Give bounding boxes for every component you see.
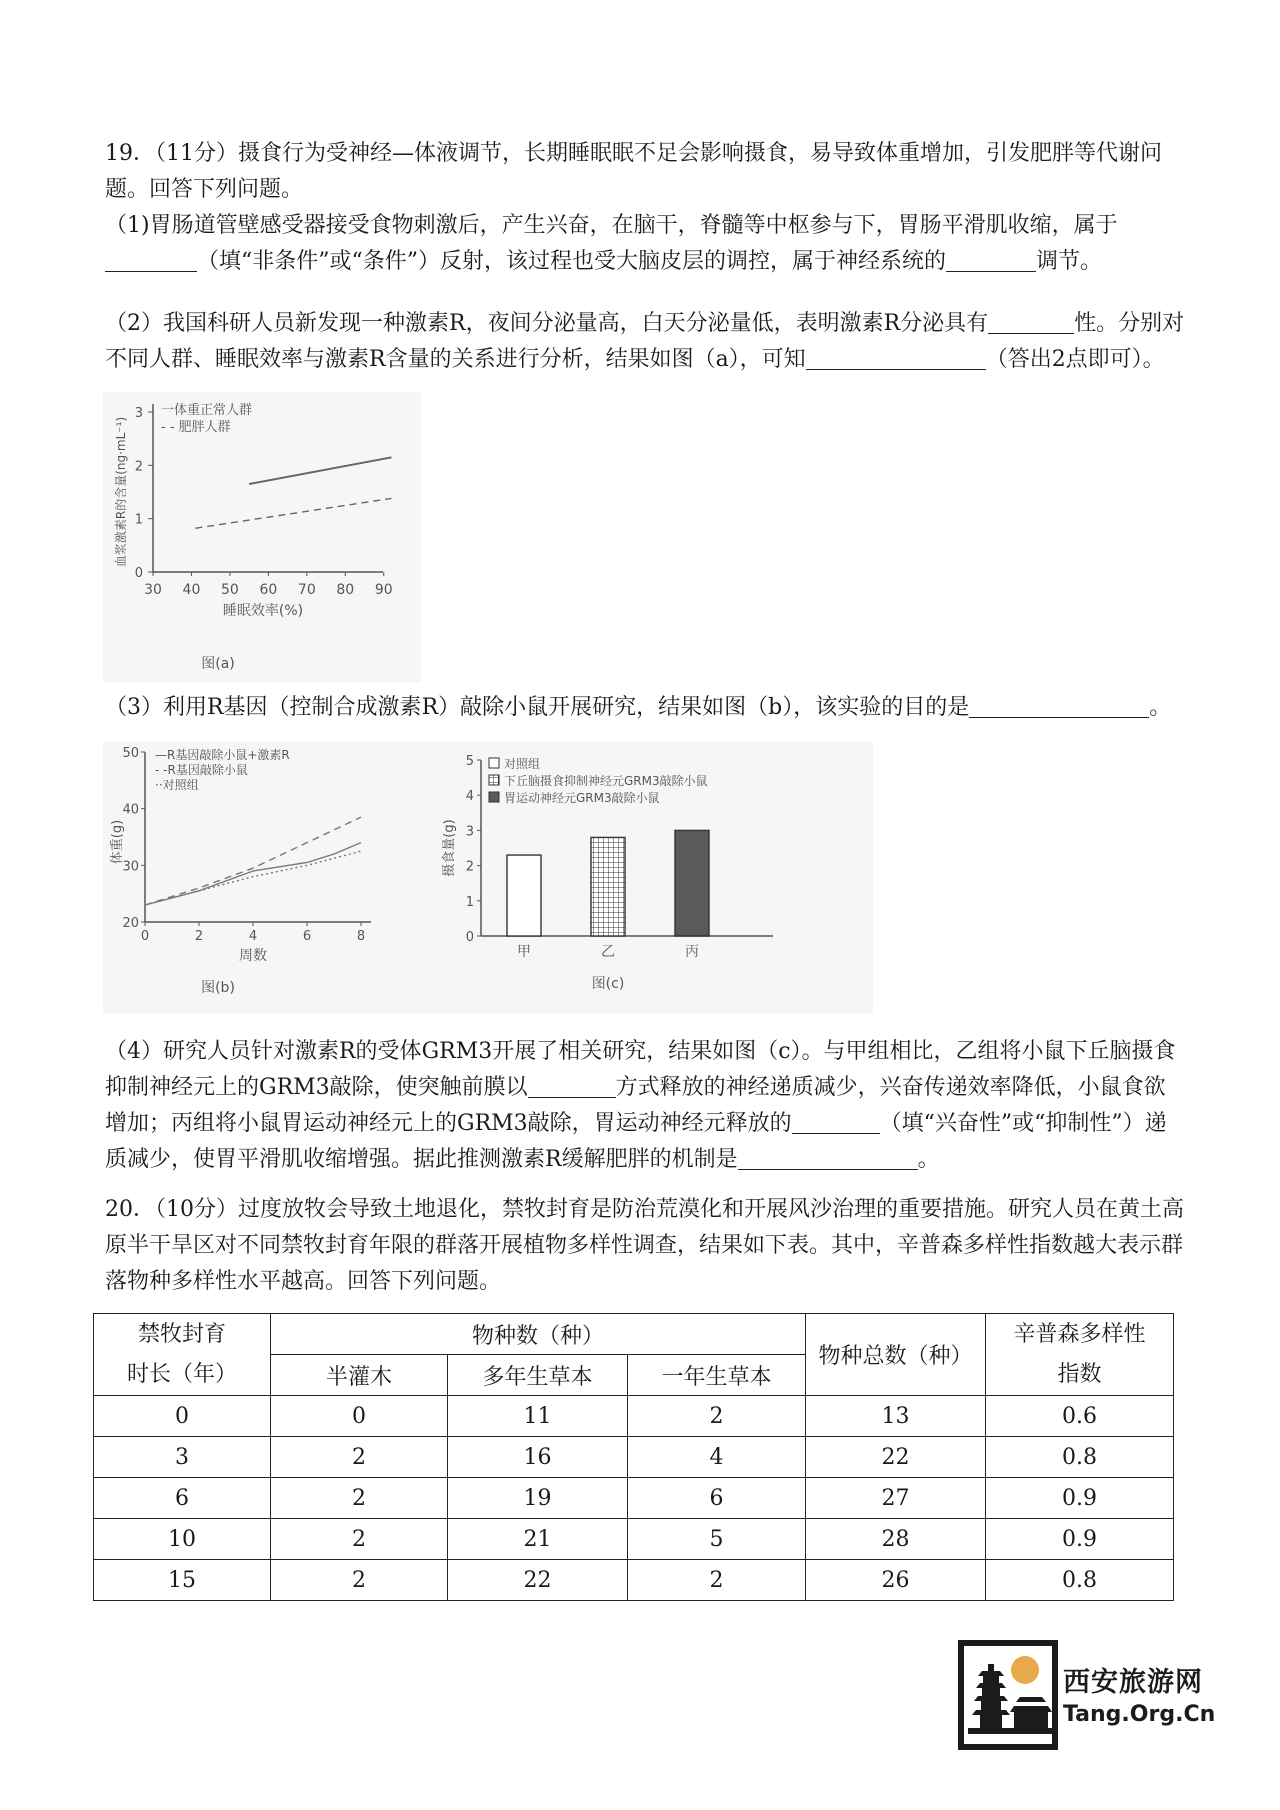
header-species: 物种数（种） — [271, 1314, 806, 1355]
table-cell: 2 — [271, 1519, 448, 1560]
table-cell: 0.9 — [986, 1519, 1174, 1560]
x-tick-label: 乙 — [601, 944, 615, 960]
y-tick-label: 30 — [122, 859, 139, 875]
table-header-row-1 — [94, 1314, 1174, 1355]
y-tick-label: 5 — [465, 754, 474, 769]
legend-entry: ··对照组 — [155, 778, 199, 792]
table-cell: 22 — [448, 1560, 628, 1601]
diversity-table — [93, 1313, 1174, 1601]
figure-c-chart — [433, 742, 853, 1014]
y-axis-label: 血浆激素R的含量(ng·mL⁻¹) — [114, 416, 128, 568]
figure-caption: 图(b) — [201, 980, 235, 996]
q19-part3 — [105, 690, 1185, 726]
table-cell: 4 — [628, 1437, 806, 1478]
x-tick-label: 40 — [182, 582, 201, 598]
table-cell: 13 — [806, 1396, 986, 1437]
q20-intro: 20．（10分）过度放牧会导致土地退化，禁牧封育是防治荒漠化和开展风沙治理的重要措施。研究人员在黄土高原半干旱区对不同禁牧封育年限的群落开展植物多样性调查，结果如下表。其中，辛普森多样性指数越大表示群落物种多样性水平越高。回答下列问题。 — [105, 1197, 1184, 1294]
legend-entry: 胃运动神经元GRM3敲除小鼠 — [504, 791, 660, 805]
table-cell: 6 — [628, 1478, 806, 1519]
figure-caption: 图(a) — [201, 656, 235, 672]
pagoda-logo-icon — [958, 1640, 1058, 1750]
q19-part4-text-d: 。 — [917, 1147, 940, 1172]
y-tick-label: 0 — [465, 930, 474, 945]
x-axis-label: 睡眠效率(%) — [222, 603, 304, 619]
x-tick-label: 80 — [336, 582, 355, 598]
table-row — [94, 1519, 1174, 1560]
figure-caption: 图(c) — [591, 976, 625, 992]
figure-b-chart — [103, 742, 403, 1014]
q19-part2-text-c: （答出2点即可）。 — [985, 347, 1165, 372]
y-tick-label: 3 — [465, 824, 474, 840]
figure-bc — [103, 742, 873, 1014]
answer-blank-7[interactable] — [792, 1132, 880, 1134]
table-cell: 2 — [628, 1560, 806, 1601]
table-cell: 22 — [806, 1437, 986, 1478]
bar — [591, 837, 625, 936]
table-row — [94, 1437, 1174, 1478]
table-cell: 3 — [94, 1437, 271, 1478]
figure-a — [103, 392, 421, 682]
header-shrub: 半灌木 — [271, 1355, 448, 1396]
bar — [507, 855, 541, 936]
header-simpson-line2: 指数 — [1057, 1361, 1102, 1387]
answer-blank-5[interactable] — [969, 716, 1149, 718]
header-perennial: 多年生草本 — [448, 1355, 628, 1396]
y-tick-label: 50 — [122, 746, 139, 761]
table-row — [94, 1396, 1174, 1437]
table-cell: 19 — [448, 1478, 628, 1519]
answer-blank-1[interactable] — [105, 270, 197, 272]
q19-part3-text-b: 。 — [1149, 695, 1172, 720]
table-cell: 2 — [271, 1437, 448, 1478]
series-line — [145, 843, 361, 905]
table-cell: 11 — [448, 1396, 628, 1437]
answer-blank-6[interactable] — [528, 1096, 616, 1098]
x-axis-label: 周数 — [239, 948, 267, 964]
q19-part1-text-b: （填“非条件”或“条件”）反射，该过程也受大脑皮层的调控，属于神经系统的 — [197, 249, 946, 274]
table-cell: 2 — [628, 1396, 806, 1437]
x-tick-label: 70 — [297, 582, 316, 598]
x-tick-label: 60 — [259, 582, 278, 598]
table-cell: 10 — [94, 1519, 271, 1560]
logo-url: Tang.Org.Cn — [1063, 1702, 1216, 1727]
y-tick-label: 4 — [465, 789, 474, 805]
series-line — [145, 817, 361, 905]
series-line — [195, 498, 391, 528]
legend-entry: - -R基因敲除小鼠 — [155, 763, 248, 777]
header-total: 物种总数（种） — [806, 1314, 986, 1396]
q19-intro: 19．（11分）摄食行为受神经—体液调节，长期睡眠眠不足会影响摄食，易导致体重增加，引发肥胖等代谢问题。回答下列问题。 — [105, 141, 1162, 202]
q19-part1-text-a: （1)胃肠道管壁感受器接受食物刺激后，产生兴奋，在脑干，脊髓等中枢参与下，胃肠平滑肌收缩，属于 — [105, 213, 1118, 238]
y-tick-label: 2 — [465, 859, 474, 875]
x-tick-label: 30 — [144, 582, 162, 598]
y-tick-label: 0 — [134, 566, 143, 581]
q19-part4-text-c: （填“兴奋性”或“抑制性”）递质减少，使胃平滑肌收缩增强。据此推测激素R缓解肥胖的机制是 — [105, 1111, 1167, 1172]
table-cell: 16 — [448, 1437, 628, 1478]
q19-part4-text-b: 方式释放的神经递质减少，兴奋传递效率降低，小鼠食欲增加；丙组将小鼠胃运动神经元上的GRM3敲除，胃运动神经元释放的 — [105, 1075, 1166, 1136]
y-axis-label: 摄食量(g) — [442, 819, 457, 877]
legend-entry: 一体重正常人群 — [161, 403, 253, 418]
table-row — [94, 1560, 1174, 1601]
table-cell: 21 — [448, 1519, 628, 1560]
figure-a-chart — [103, 392, 421, 682]
logo-title: 西安旅游网 — [1063, 1667, 1203, 1698]
header-simpson — [986, 1314, 1174, 1396]
x-tick-label: 90 — [374, 582, 393, 598]
y-tick-label: 1 — [134, 512, 143, 528]
y-tick-label: 1 — [465, 894, 474, 910]
q19-part2-text-b: 性。分别对不同人群、睡眠效率与激素R含量的关系进行分析，结果如图（a），可知 — [105, 311, 1185, 372]
legend-entry: 对照组 — [504, 757, 541, 771]
q19-part1-text-c: 调节。 — [1036, 249, 1103, 274]
table-cell: 0.8 — [986, 1560, 1174, 1601]
legend-swatch — [489, 792, 499, 802]
x-tick-label: 甲 — [517, 944, 531, 960]
x-tick-label: 丙 — [685, 944, 699, 960]
q19-part4 — [105, 1034, 1185, 1178]
y-tick-label: 3 — [134, 406, 143, 421]
y-axis-label: 体重(g) — [110, 819, 125, 865]
legend-entry: - - 肥胖人群 — [161, 420, 231, 435]
table-cell: 0 — [271, 1396, 448, 1437]
legend-entry: 下丘脑摄食抑制神经元GRM3敲除小鼠 — [504, 774, 708, 788]
table-row — [94, 1478, 1174, 1519]
table-cell: 2 — [271, 1560, 448, 1601]
x-tick-label: 2 — [194, 929, 204, 944]
header-years-line2: 时长（年） — [126, 1361, 237, 1387]
q19-part2-text-a: （2）我国科研人员新发现一种激素R，夜间分泌量高，白天分泌量低，表明激素R分泌具有 — [105, 311, 989, 336]
legend-entry: —R基因敲除小鼠+激素R — [155, 748, 290, 762]
q19-part3-text-a: （3）利用R基因（控制合成激素R）敲除小鼠开展研究，结果如图（b），该实验的目的是 — [105, 695, 970, 720]
table-cell: 0.8 — [986, 1437, 1174, 1478]
x-tick-label: 0 — [140, 929, 150, 944]
q19-part1 — [105, 208, 1185, 280]
series-line — [249, 457, 391, 484]
y-tick-label: 40 — [122, 802, 139, 818]
table-cell: 26 — [806, 1560, 986, 1601]
legend-swatch — [489, 758, 499, 768]
table-cell: 2 — [271, 1478, 448, 1519]
y-tick-label: 2 — [134, 459, 143, 475]
table-cell: 6 — [94, 1478, 271, 1519]
q19-part2 — [105, 306, 1185, 378]
header-simpson-line1: 辛普森多样性 — [1013, 1321, 1146, 1347]
table-cell: 0.6 — [986, 1396, 1174, 1437]
y-tick-label: 20 — [122, 916, 139, 931]
header-annual: 一年生草本 — [628, 1355, 806, 1396]
x-tick-label: 4 — [248, 929, 258, 944]
site-logo — [958, 1640, 1216, 1750]
x-tick-label: 50 — [221, 582, 239, 598]
header-years — [94, 1314, 271, 1396]
table-cell: 0 — [94, 1396, 271, 1437]
x-tick-label: 8 — [356, 929, 366, 944]
q19-part4-text-a: （4）研究人员针对激素R的受体GRM3开展了相关研究，结果如图（c）。与甲组相比，乙组将小鼠下丘脑摄食抑制神经元上的GRM3敲除，使突触前膜以 — [105, 1039, 1176, 1100]
x-tick-label: 6 — [302, 929, 312, 944]
answer-blank-3[interactable] — [988, 332, 1074, 334]
answer-blank-4[interactable] — [806, 368, 986, 370]
table-cell: 0.9 — [986, 1478, 1174, 1519]
answer-blank-8[interactable] — [738, 1168, 918, 1170]
header-years-line1: 禁牧封育 — [137, 1321, 226, 1347]
bar — [675, 830, 709, 936]
table-cell: 15 — [94, 1560, 271, 1601]
table-cell: 5 — [628, 1519, 806, 1560]
table-cell: 28 — [806, 1519, 986, 1560]
answer-blank-2[interactable] — [946, 270, 1036, 272]
legend-swatch — [489, 775, 499, 785]
table-cell: 27 — [806, 1478, 986, 1519]
